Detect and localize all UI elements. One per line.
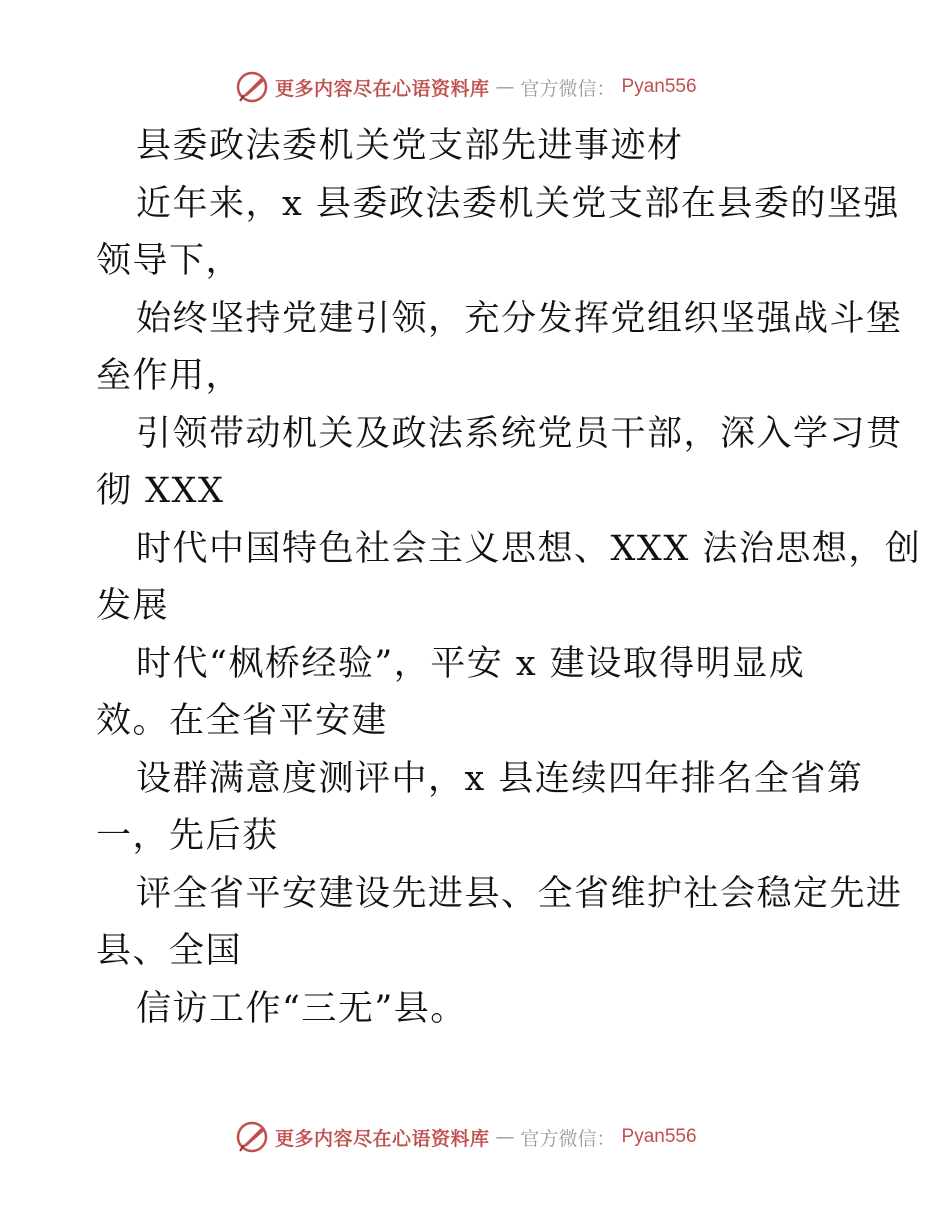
quill-logo-icon [235,70,269,104]
footer-main-text: 更多内容尽在心语资料库 [275,1127,490,1150]
text-line: 信访工作“三无”县。 [136,988,467,1029]
text-line: 垒作用， [96,356,243,396]
footer-wechat-id: Pyan556 [621,1126,697,1147]
header-dash: — [495,76,515,98]
footer-dash: — [495,1126,515,1148]
text-line: 发展 [96,586,170,626]
header-watermark [235,70,697,104]
text-line: 近年来，x 县委政法委机关党支部在县委的坚强 [136,183,900,224]
text-line: 县、全国 [96,931,243,971]
text-line: 县委政法委机关党支部先进事迹材 [136,126,684,166]
header-wechat-id: Pyan556 [621,76,697,97]
quill-logo-icon [235,1120,269,1154]
text-line: 一，先后获 [96,816,279,856]
header-sub-text: 官方微信： [520,77,616,100]
text-line: 领导下， [96,241,243,281]
text-line: 设群满意度测评中，x 县连续四年排名全省第 [136,758,864,799]
text-line: 引领带动机关及政法系统党员干部，深入学习贯 [136,413,903,454]
text-line: 彻 XXX [96,471,225,511]
text-line: 时代“枫桥经验”，平安 x 建设取得明显成 [136,643,806,684]
header-main-text: 更多内容尽在心语资料库 [275,77,490,100]
footer-sub-text: 官方微信： [520,1127,616,1150]
document-body [96,118,922,1038]
footer-watermark [235,1120,697,1154]
text-line: 评全省平安建设先进县、全省维护社会稳定先进 [136,873,903,914]
text-line: 时代中国特色社会主义思想、XXX 法治思想，创 [136,528,922,569]
text-line: 始终坚持党建引领，充分发挥党组织坚强战斗堡 [136,298,903,339]
text-line: 效。在全省平安建 [96,701,389,741]
